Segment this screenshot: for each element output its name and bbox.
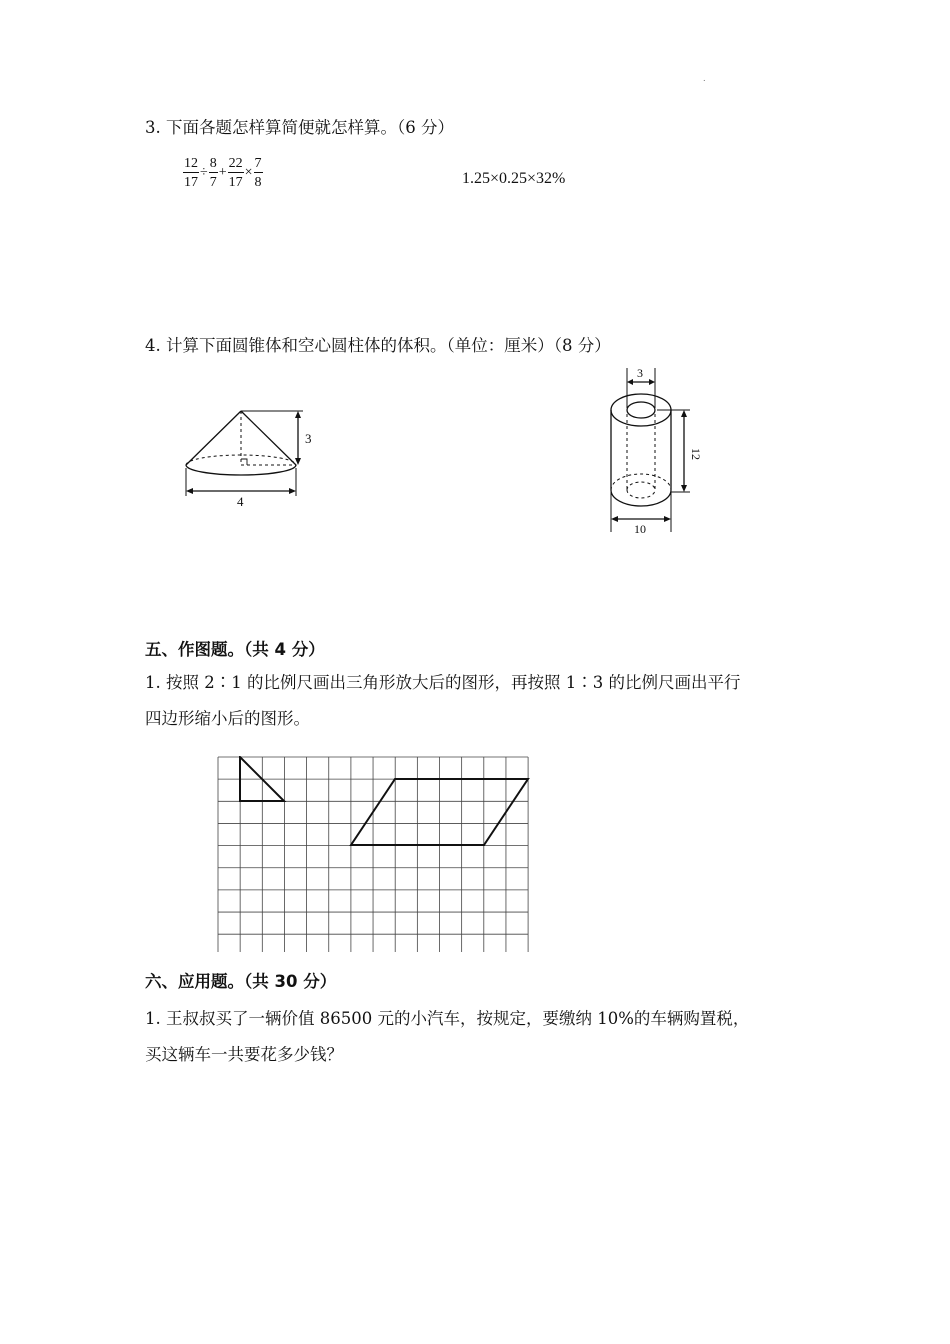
cone-right-edge: [241, 411, 296, 465]
section-5-q1-line-2: 四边形缩小后的图形。: [145, 709, 310, 728]
section-6-q1-line-2: 买这辆车一共要花多少钱？: [145, 1045, 343, 1064]
fraction-22-17: [228, 156, 244, 190]
cone-figure: [175, 400, 335, 515]
arrow-left-icon: [611, 516, 618, 522]
cylinder-bottom-front: [611, 490, 671, 506]
section-5-q1-line-1: 1. 按照 2∶1 的比例尺画出三角形放大后的图形，再按照 1∶3 的比例尺画出平行: [145, 673, 741, 692]
cone-left-edge: [186, 411, 241, 465]
fraction-denominator: 17: [184, 175, 198, 190]
fraction-denominator: 17: [228, 175, 243, 190]
arrow-left-icon: [186, 488, 193, 494]
cone-base-front: [186, 465, 296, 475]
q4-title: 4. 计算下面圆锥体和空心圆柱体的体积。（单位：厘米）（8 分）: [145, 336, 611, 355]
cylinder-bottom-inner-back: [627, 482, 655, 490]
divide-operator: ÷: [200, 165, 208, 180]
cylinder-bottom-back: [611, 474, 671, 490]
arrow-down-icon: [681, 485, 687, 492]
cylinder-bottom-inner-front: [627, 490, 655, 498]
cylinder-height-label: 12: [689, 448, 703, 460]
arrow-right-icon: [649, 379, 655, 385]
section-6-q1-line-1: 1. 王叔叔买了一辆价值 86500 元的小汽车，按规定，要缴纳 10%的车辆购置税，: [145, 1009, 750, 1028]
cylinder-outer-label: 10: [634, 522, 646, 536]
plus-operator: +: [218, 165, 227, 180]
page-mark: .: [703, 74, 706, 83]
arrow-right-icon: [289, 488, 296, 494]
arrow-down-icon: [295, 458, 301, 465]
arrow-up-icon: [681, 410, 687, 417]
section-6-heading: 六、应用题。（共 30 分）: [145, 972, 337, 991]
fraction-7-8: [254, 156, 263, 190]
q3-expression-2: 1.25×0.25×32%: [462, 170, 566, 187]
arrow-right-icon: [664, 516, 671, 522]
cylinder-top-inner: [627, 402, 655, 418]
q3-title: 3. 下面各题怎样算简便就怎样算。（6 分）: [145, 118, 454, 137]
fraction-denominator: 7: [209, 175, 217, 190]
arrow-left-icon: [627, 379, 633, 385]
fraction-numerator: 22: [228, 156, 243, 171]
fraction-denominator: 8: [254, 175, 262, 190]
cone-diameter-label: 4: [237, 494, 244, 509]
fraction-8-7: [209, 156, 218, 190]
cone-height-label: 3: [305, 431, 312, 446]
fraction-12-17: [183, 156, 199, 190]
fraction-numerator: 8: [209, 156, 217, 171]
grid-lines: [218, 757, 528, 952]
hollow-cylinder-figure: [598, 362, 718, 537]
arrow-up-icon: [295, 411, 301, 418]
section-5-heading: 五、作图题。（共 4 分）: [145, 640, 325, 659]
multiply-operator: ×: [244, 165, 253, 180]
fraction-numerator: 7: [254, 156, 262, 171]
right-angle-mark: [241, 459, 247, 465]
cylinder-inner-label: 3: [637, 366, 643, 380]
fraction-numerator: 12: [184, 156, 198, 171]
q3-expression-1: [183, 156, 263, 190]
drawing-grid: [217, 756, 531, 952]
